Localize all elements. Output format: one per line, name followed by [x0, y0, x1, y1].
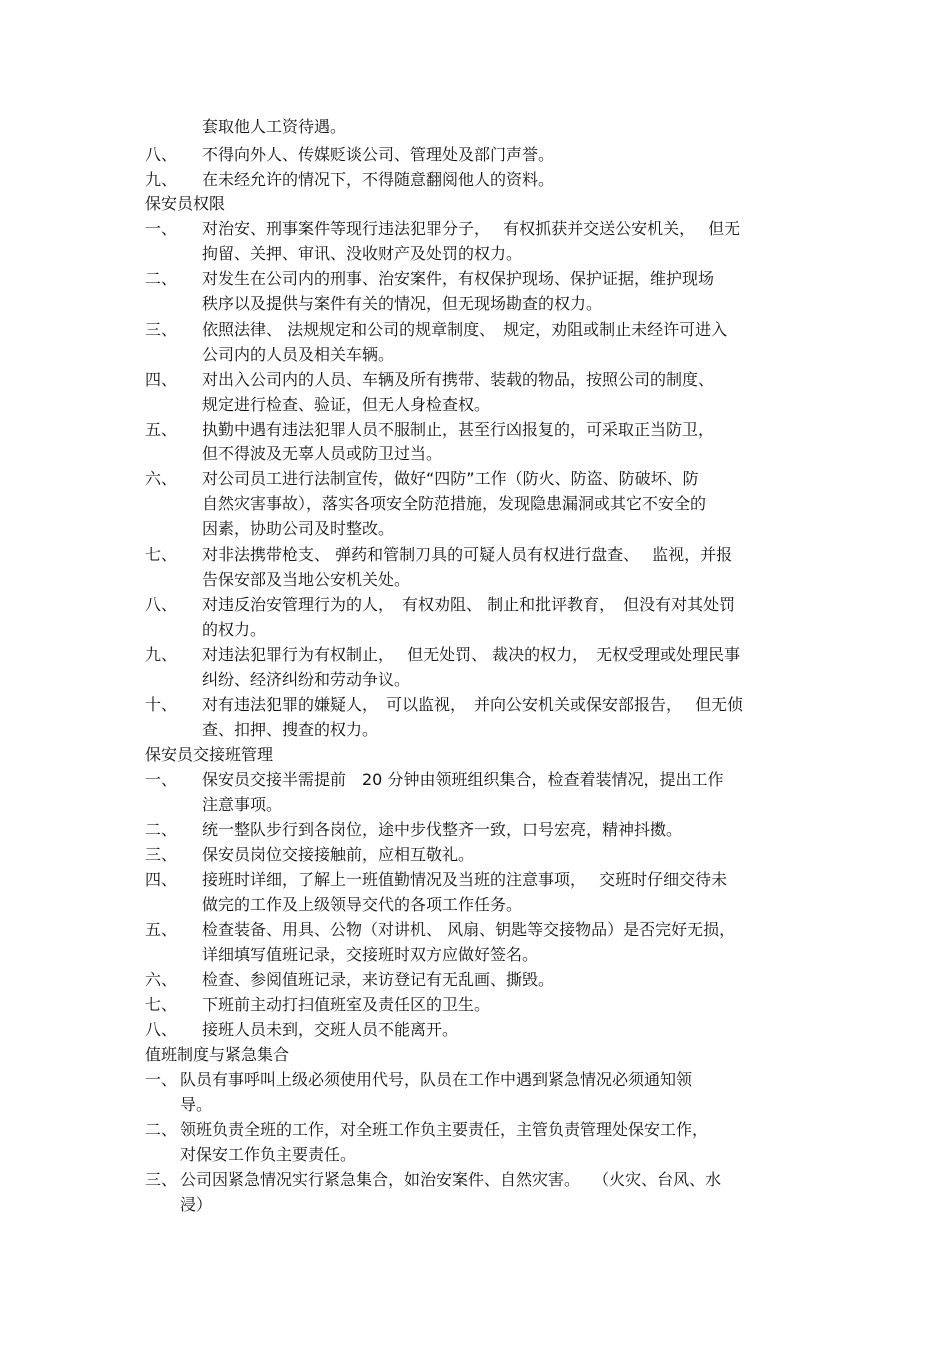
- item-text: 保安员交接半需提前 20 分钟由领班组织集合，检查着装情况，提出工作: [202, 770, 724, 789]
- item-text: 对违反治安管理行为的人， 有权劝阻、 制止和批评教育， 但没有对其处罚: [202, 595, 736, 614]
- item-number: 三、: [145, 320, 178, 339]
- item-text-continuation: 对保安工作负主要责任。: [180, 1145, 357, 1164]
- item-number: 九、: [145, 645, 178, 664]
- item-number: 八、: [145, 595, 178, 614]
- paragraph-continuation: 套取他人工资待遇。: [202, 117, 347, 136]
- item-text: 检查装备、用具、公物（对讲机、 风扇、钥匙等交接物品）是否完好无损，: [202, 920, 736, 939]
- item-number: 七、: [145, 995, 178, 1014]
- item-text: 队员有事呼叫上级必须使用代号，队员在工作中遇到紧急情况必须通知领: [180, 1070, 693, 1089]
- item-number: 四、: [145, 870, 178, 889]
- item-text-continuation: 详细填写值班记录，交接班时双方应做好签名。: [202, 945, 539, 964]
- item-text-continuation: 公司内的人员及相关车辆。: [202, 345, 395, 364]
- item-text: 执勤中遇有违法犯罪人员不服制止，甚至行凶报复的，可采取正当防卫，: [202, 420, 715, 439]
- item-text-continuation: 纠纷、经济纠纷和劳动争议。: [202, 670, 411, 689]
- item-text: 接班人员未到，交班人员不能离开。: [202, 1020, 459, 1039]
- item-number: 二、: [145, 269, 178, 288]
- item-number: 四、: [145, 370, 178, 389]
- item-text-continuation: 告保安部及当地公安机关处。: [202, 570, 411, 589]
- item-number: 一、: [145, 1070, 178, 1089]
- item-number: 六、: [145, 970, 178, 989]
- section-heading: 保安员权限: [145, 194, 226, 213]
- item-text-continuation: 规定进行检查、验证，但无人身检查权。: [202, 395, 491, 414]
- item-text: 对发生在公司内的刑事、治安案件，有权保护现场、保护证据，维护现场: [202, 269, 715, 288]
- item-number: 八、: [145, 145, 178, 164]
- item-text-continuation: 导。: [180, 1095, 213, 1114]
- item-text-continuation: 自然灾害事故），落实各项安全防范措施，发现隐患漏洞或其它不安全的: [202, 494, 707, 513]
- item-text: 下班前主动打扫值班室及责任区的卫生。: [202, 995, 491, 1014]
- item-text: 对违法犯罪行为有权制止， 但无处罚、 裁决的权力， 无权受理或处理民事: [202, 645, 741, 664]
- item-number: 九、: [145, 170, 178, 189]
- item-text: 依照法律、 法规规定和公司的规章制度、 规定，劝阻或制止未经许可进入: [202, 320, 728, 339]
- item-text: 对治安、刑事案件等现行违法犯罪分子， 有权抓获并交送公安机关， 但无: [202, 219, 741, 238]
- item-number: 三、: [145, 845, 178, 864]
- item-text-continuation: 因素，协助公司及时整改。: [202, 519, 395, 538]
- item-number: 二、: [145, 820, 178, 839]
- item-number: 七、: [145, 545, 178, 564]
- item-text: 检查、参阅值班记录，来访登记有无乱画、撕毁。: [202, 970, 555, 989]
- item-text-continuation: 但不得波及无辜人员或防卫过当。: [202, 444, 443, 463]
- item-number: 五、: [145, 920, 178, 939]
- item-text: 接班时详细，了解上一班值勤情况及当班的注意事项， 交班时仔细交待未: [202, 870, 728, 889]
- item-text: 对非法携带枪支、 弹药和管制刀具的可疑人员有权进行盘查、 监视，并报: [202, 545, 733, 564]
- item-text-continuation: 拘留、关押、审讯、没收财产及处罚的权力。: [202, 244, 523, 263]
- item-text-continuation: 的权力。: [202, 620, 267, 639]
- item-text: 不得向外人、传媒贬谈公司、管理处及部门声誉。: [202, 145, 555, 164]
- section-heading: 保安员交接班管理: [145, 745, 274, 764]
- item-text-continuation: 做完的工作及上级领导交代的各项工作任务。: [202, 895, 523, 914]
- item-text: 保安员岗位交接接触前，应相互敬礼。: [202, 845, 475, 864]
- item-text-continuation: 浸）: [180, 1195, 213, 1214]
- item-number: 二、: [145, 1120, 178, 1139]
- item-number: 一、: [145, 219, 178, 238]
- item-text: 对有违法犯罪的嫌疑人， 可以监视， 并向公安机关或保安部报告， 但无侦: [202, 695, 744, 714]
- item-text-continuation: 秩序以及提供与案件有关的情况，但无现场勘查的权力。: [202, 294, 603, 313]
- item-number: 五、: [145, 420, 178, 439]
- item-text: 对公司员工进行法制宣传，做好“四防”工作（防火、防盗、防破坏、防: [202, 469, 699, 488]
- item-number: 六、: [145, 469, 178, 488]
- item-text-continuation: 注意事项。: [202, 795, 283, 814]
- item-text: 在未经允许的情况下，不得随意翻阅他人的资料。: [202, 170, 555, 189]
- item-text: 公司因紧急情况实行紧急集合，如治安案件、自然灾害。 （火灾、台风、水: [180, 1170, 722, 1189]
- item-text-continuation: 查、扣押、搜查的权力。: [202, 720, 379, 739]
- item-number: 一、: [145, 770, 178, 789]
- item-text: 对出入公司内的人员、车辆及所有携带、装载的物品，按照公司的制度、: [202, 370, 715, 389]
- item-text: 领班负责全班的工作，对全班工作负主要责任，主管负责管理处保安工作，: [180, 1120, 709, 1139]
- item-number: 十、: [145, 695, 178, 714]
- item-number: 八、: [145, 1020, 178, 1039]
- section-heading: 值班制度与紧急集合: [145, 1045, 290, 1064]
- item-text: 统一整队步行到各岗位，途中步伐整齐一致，口号宏亮，精神抖擞。: [202, 820, 683, 839]
- item-number: 三、: [145, 1170, 178, 1189]
